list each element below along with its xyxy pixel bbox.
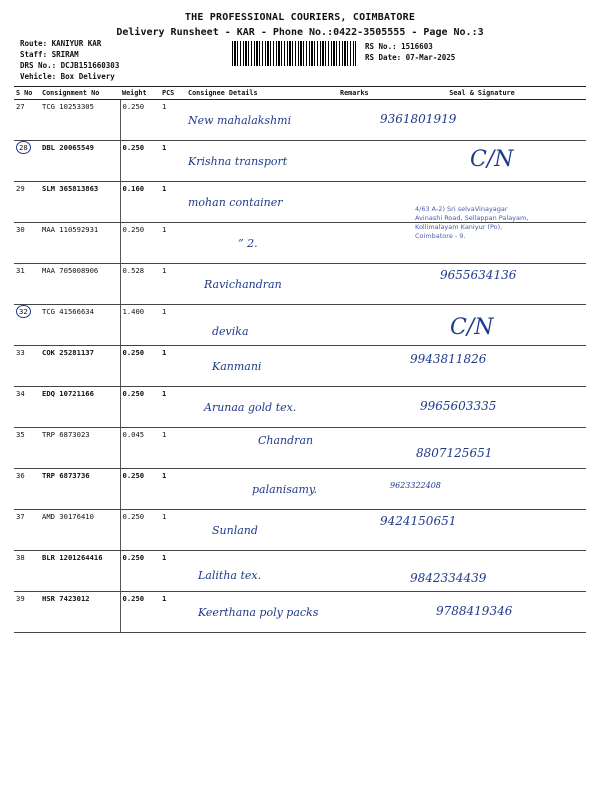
consignee-name: Sunland [212, 524, 258, 537]
pcs-cell: 1 [160, 592, 186, 633]
remarks-cell [338, 428, 378, 469]
pcs-cell: 1 [160, 223, 186, 264]
remarks-cell [338, 346, 378, 387]
drs-label: DRS No.: DCJB151660303 [20, 61, 120, 70]
consignee-cell [186, 592, 338, 633]
pcs-cell: 1 [160, 346, 186, 387]
sno-cell: 37 [14, 510, 40, 551]
runsheet-subtitle: Delivery Runsheet - KAR - Phone No.:0422-3505555 - Page No.:3 [116, 27, 484, 38]
remarks-cell [338, 264, 378, 305]
consignee-name: ” 2. [238, 237, 258, 250]
consignee-cell [186, 428, 338, 469]
consignment-cell: EDQ 10721166 [40, 387, 120, 428]
consignee-cell [186, 387, 338, 428]
sno-cell: 31 [14, 264, 40, 305]
pcs-cell: 1 [160, 264, 186, 305]
signature-cell [378, 387, 586, 428]
weight-cell: 0.528 [120, 264, 160, 305]
rs-number: RS No.: 1516603 [365, 42, 433, 51]
route-info [20, 38, 119, 82]
consignee-name: devika [212, 325, 249, 338]
table-row [14, 305, 586, 346]
signature-text: 9361801919 [380, 112, 457, 126]
consignee-name: palanisamy. [252, 483, 318, 496]
table-row [14, 141, 586, 182]
consignee-name: New mahalakshmi [188, 114, 292, 127]
remarks-cell [338, 510, 378, 551]
consignment-cell: TCG 41566634 [40, 305, 120, 346]
consignee-name: Ravichandran [204, 278, 282, 291]
signature-text: 8807125651 [416, 446, 493, 460]
signature-cell [378, 469, 586, 510]
table-row [14, 264, 586, 305]
stamp-line: 4/63 A-2) Sri selvaVinayagar [415, 205, 508, 213]
runsheet-table [14, 86, 586, 633]
signature-text: C/N [470, 147, 514, 172]
signature-cell [378, 305, 586, 346]
weight-cell: 1.400 [120, 305, 160, 346]
consignment-cell: DBL 20065549 [40, 141, 120, 182]
sno-cell: 29 [14, 182, 40, 223]
table-row [14, 346, 586, 387]
route-label: Route: KANIYUR KAR [20, 39, 102, 48]
sno-circled: 28 [16, 141, 31, 154]
consignee-cell [186, 551, 338, 592]
table-row [14, 592, 586, 633]
pcs-cell: 1 [160, 551, 186, 592]
consignee-name: Arunaa gold tex. [204, 401, 297, 414]
consignee-cell [186, 469, 338, 510]
signature-text: 9623322408 [390, 481, 441, 490]
weight-cell: 0.250 [120, 346, 160, 387]
stamp-line: Kollimalayam Kaniyur (Po), [415, 223, 503, 231]
remarks-cell [338, 387, 378, 428]
vehicle-label: Vehicle: Box Delivery [20, 72, 115, 81]
barcode [232, 41, 356, 66]
company-stamp [415, 205, 575, 255]
weight-cell: 0.250 [120, 387, 160, 428]
signature-cell [378, 592, 586, 633]
header-remarks: Remarks [338, 87, 378, 100]
consignee-name: mohan container [188, 196, 283, 209]
table-row [14, 469, 586, 510]
weight-cell: 0.250 [120, 510, 160, 551]
consignee-cell [186, 223, 338, 264]
signature-cell [378, 551, 586, 592]
consignment-cell: SLM 365813863 [40, 182, 120, 223]
remarks-cell [338, 223, 378, 264]
weight-cell: 0.250 [120, 141, 160, 182]
remarks-cell [338, 305, 378, 346]
pcs-cell: 1 [160, 100, 186, 141]
company-title: THE PROFESSIONAL COURIERS, COIMBATORE [184, 12, 416, 23]
pcs-cell: 1 [160, 141, 186, 182]
consignment-cell: MAA 705008906 [40, 264, 120, 305]
weight-cell: 0.250 [120, 592, 160, 633]
remarks-cell [338, 551, 378, 592]
rs-date: RS Date: 07-Mar-2025 [365, 53, 456, 62]
consignee-name: Kanmani [212, 360, 262, 373]
consignee-cell [186, 264, 338, 305]
sno-cell: 38 [14, 551, 40, 592]
weight-cell: 0.250 [120, 551, 160, 592]
sno-cell: 35 [14, 428, 40, 469]
weight-cell: 0.250 [120, 223, 160, 264]
signature-cell [378, 346, 586, 387]
header-pcs: PCS [160, 87, 186, 100]
consignment-cell: COK 25281137 [40, 346, 120, 387]
header-seal: Seal & Signature [378, 87, 586, 100]
signature-text: 9842334439 [410, 571, 487, 585]
pcs-cell: 1 [160, 510, 186, 551]
staff-label: Staff: SRIRAM [20, 50, 79, 59]
header-sno: S No [14, 87, 40, 100]
sno-cell: 33 [14, 346, 40, 387]
sno-cell: 36 [14, 469, 40, 510]
consignment-cell: TRP 6873023 [40, 428, 120, 469]
signature-cell [378, 100, 586, 141]
signature-text: C/N [450, 315, 494, 340]
consignment-cell: AMD 30176410 [40, 510, 120, 551]
pcs-cell: 1 [160, 305, 186, 346]
remarks-cell [338, 182, 378, 223]
consignee-cell [186, 510, 338, 551]
sno-cell: 30 [14, 223, 40, 264]
signature-cell [378, 428, 586, 469]
table-row [14, 510, 586, 551]
consignment-cell: TRP 6873736 [40, 469, 120, 510]
consignee-name: Chandran [258, 434, 314, 447]
rs-info [365, 41, 455, 63]
consignee-name: Lalitha tex. [198, 569, 262, 582]
sno-cell: 34 [14, 387, 40, 428]
stamp-line: Coimbatore - 9. [415, 232, 466, 240]
signature-text: 9788419346 [436, 604, 513, 618]
remarks-cell [338, 100, 378, 141]
signature-cell [378, 510, 586, 551]
pcs-cell: 1 [160, 182, 186, 223]
weight-cell: 0.250 [120, 100, 160, 141]
signature-text: 9965603335 [420, 399, 497, 413]
consignment-cell: BLR 1201264416 [40, 551, 120, 592]
weight-cell: 0.250 [120, 469, 160, 510]
consignee-cell [186, 346, 338, 387]
signature-text: 9424150651 [380, 514, 457, 528]
consignee-cell [186, 141, 338, 182]
remarks-cell [338, 592, 378, 633]
sno-cell: 27 [14, 100, 40, 141]
header-weight: Weight [120, 87, 160, 100]
consignee-name: Keerthana poly packs [198, 606, 319, 619]
consignee-cell [186, 182, 338, 223]
stamp-line: Avinashi Road, Sellappan Palayam, [415, 214, 529, 222]
sno-circled: 32 [16, 305, 31, 318]
sno-cell: 39 [14, 592, 40, 633]
consignee-cell [186, 100, 338, 141]
header-consignment: Consignment No [40, 87, 120, 100]
consignee-name: Krishna transport [188, 155, 288, 168]
pcs-cell: 1 [160, 428, 186, 469]
signature-text: 9943811826 [410, 352, 487, 366]
pcs-cell: 1 [160, 387, 186, 428]
consignment-cell: TCG 10253305 [40, 100, 120, 141]
sno-cell [14, 141, 40, 182]
weight-cell: 0.045 [120, 428, 160, 469]
signature-text: 9655634136 [440, 268, 517, 282]
sno-cell [14, 305, 40, 346]
remarks-cell [338, 469, 378, 510]
header-consignee: Consignee Details [186, 87, 338, 100]
consignee-cell [186, 305, 338, 346]
signature-cell [378, 264, 586, 305]
table-row [14, 387, 586, 428]
table-row [14, 100, 586, 141]
consignment-cell: HSR 7423012 [40, 592, 120, 633]
table-row [14, 428, 586, 469]
table-header-row [14, 87, 586, 100]
consignment-cell: MAA 110592931 [40, 223, 120, 264]
signature-cell [378, 141, 586, 182]
weight-cell: 0.160 [120, 182, 160, 223]
remarks-cell [338, 141, 378, 182]
table-row [14, 551, 586, 592]
pcs-cell: 1 [160, 469, 186, 510]
